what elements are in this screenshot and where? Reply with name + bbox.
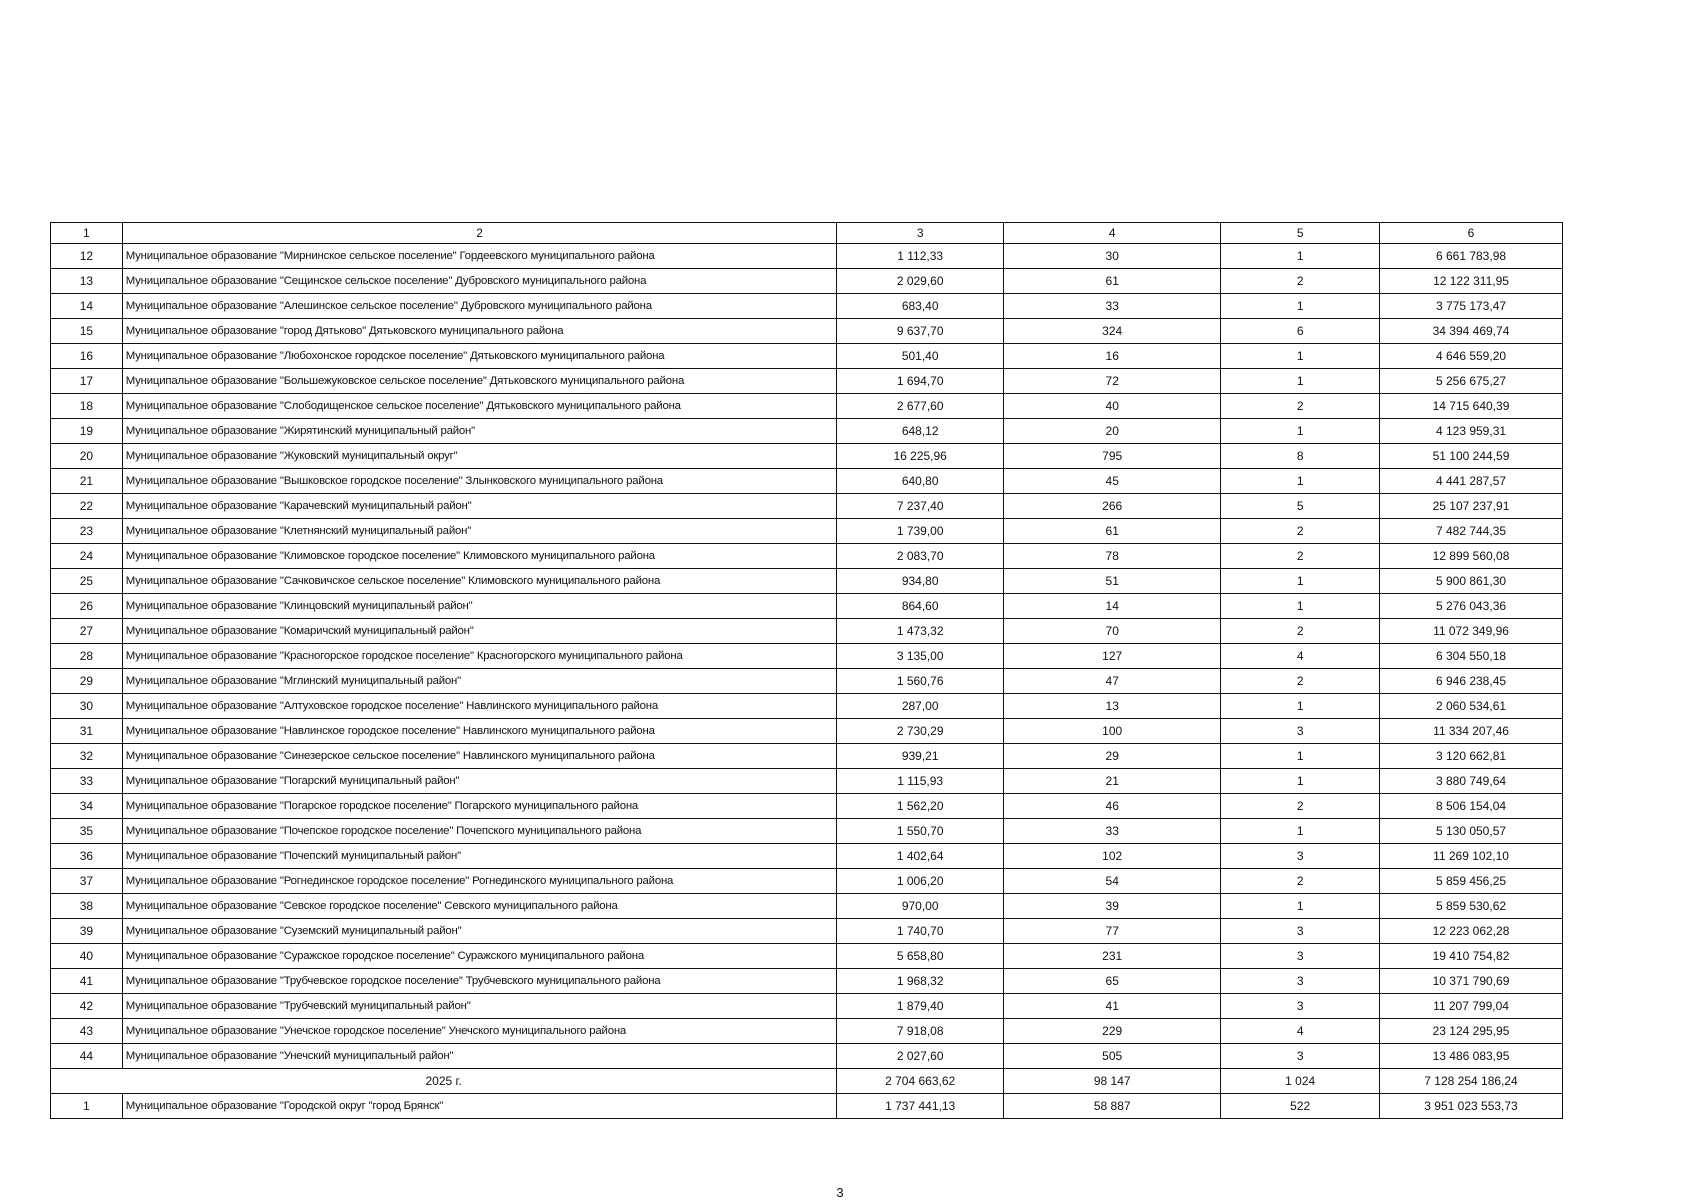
municipality-name: Муниципальное образование "Сачковичское сельское поселение" Климовского муниципального района xyxy=(122,569,837,594)
value-col-5: 3 xyxy=(1221,994,1380,1019)
municipality-name: Муниципальное образование "Унечский муниципальный район" xyxy=(122,1044,837,1069)
row-number: 41 xyxy=(51,969,123,994)
municipality-name: Муниципальное образование "Мирнинское сельское поселение" Гордеевского муниципального района xyxy=(122,244,837,269)
value-col-5: 2 xyxy=(1221,869,1380,894)
value-col-5: 1 xyxy=(1221,694,1380,719)
value-col-6: 5 900 861,30 xyxy=(1380,569,1563,594)
value-col-6: 3 120 662,81 xyxy=(1380,744,1563,769)
value-col-6: 11 072 349,96 xyxy=(1380,619,1563,644)
value-col-6: 5 130 050,57 xyxy=(1380,819,1563,844)
value-col-6: 4 646 559,20 xyxy=(1380,344,1563,369)
value-col-3: 1 694,70 xyxy=(837,369,1004,394)
row-number: 32 xyxy=(51,744,123,769)
row-number: 29 xyxy=(51,669,123,694)
municipality-name: Муниципальное образование "Клетнянский муниципальный район" xyxy=(122,519,837,544)
value-col-5: 1 xyxy=(1221,894,1380,919)
value-col-6: 5 276 043,36 xyxy=(1380,594,1563,619)
municipality-name: Муниципальное образование "Мглинский муниципальный район" xyxy=(122,669,837,694)
value-col-6: 34 394 469,74 xyxy=(1380,319,1563,344)
row-number: 35 xyxy=(51,819,123,844)
table-row xyxy=(51,1019,1563,1044)
value-col-6: 6 946 238,45 xyxy=(1380,669,1563,694)
value-col-4: 33 xyxy=(1004,294,1221,319)
municipality-name: Муниципальное образование "Вышковское городское поселение" Злынковского муниципального района xyxy=(122,469,837,494)
municipality-name: Муниципальное образование "Красногорское городское поселение" Красногорского муниципального района xyxy=(122,644,837,669)
row-number: 42 xyxy=(51,994,123,1019)
table-row xyxy=(51,519,1563,544)
total-label: 2025 г. xyxy=(51,1069,837,1094)
municipality-name: Муниципальное образование "Большежуковское сельское поселение" Дятьковского муниципального района xyxy=(122,369,837,394)
row-number: 26 xyxy=(51,594,123,619)
value-col-5: 1 xyxy=(1221,594,1380,619)
table-row xyxy=(51,769,1563,794)
row-number: 40 xyxy=(51,944,123,969)
table-row xyxy=(51,544,1563,569)
value-col-3: 16 225,96 xyxy=(837,444,1004,469)
value-col-5: 1 xyxy=(1221,469,1380,494)
municipality-name: Муниципальное образование "Трубчевский муниципальный район" xyxy=(122,994,837,1019)
row-number: 18 xyxy=(51,394,123,419)
value-col-4: 41 xyxy=(1004,994,1221,1019)
value-col-4: 45 xyxy=(1004,469,1221,494)
value-col-3: 9 637,70 xyxy=(837,319,1004,344)
value-col-4: 127 xyxy=(1004,644,1221,669)
value-col-6: 19 410 754,82 xyxy=(1380,944,1563,969)
value-col-6: 8 506 154,04 xyxy=(1380,794,1563,819)
value-col-4: 20 xyxy=(1004,419,1221,444)
municipality-name: Муниципальное образование "Почепское городское поселение" Почепского муниципального района xyxy=(122,819,837,844)
value-col-3: 934,80 xyxy=(837,569,1004,594)
table-row xyxy=(51,869,1563,894)
row-number: 20 xyxy=(51,444,123,469)
row-number: 12 xyxy=(51,244,123,269)
value-col-5: 1 xyxy=(1221,244,1380,269)
value-col-6: 23 124 295,95 xyxy=(1380,1019,1563,1044)
value-col-6: 11 207 799,04 xyxy=(1380,994,1563,1019)
value-col-3: 1 550,70 xyxy=(837,819,1004,844)
municipality-name: Муниципальное образование "Трубчевское городское поселение" Трубчевского муниципального района xyxy=(122,969,837,994)
value-col-6: 51 100 244,59 xyxy=(1380,444,1563,469)
value-col-4: 70 xyxy=(1004,619,1221,644)
value-col-5: 2 xyxy=(1221,794,1380,819)
value-col-3: 1 968,32 xyxy=(837,969,1004,994)
value-col-5: 2 xyxy=(1221,669,1380,694)
row-number: 25 xyxy=(51,569,123,594)
value-col-4: 65 xyxy=(1004,969,1221,994)
value-col-3: 1 740,70 xyxy=(837,919,1004,944)
municipality-name: Муниципальное образование "Комаричский муниципальный район" xyxy=(122,619,837,644)
value-col-3: 640,80 xyxy=(837,469,1004,494)
municipality-name: Муниципальное образование "Погарское городское поселение" Погарского муниципального района xyxy=(122,794,837,819)
value-col-6: 3 880 749,64 xyxy=(1380,769,1563,794)
value-col-4: 266 xyxy=(1004,494,1221,519)
table-row xyxy=(51,794,1563,819)
municipality-name: Муниципальное образование "Погарский муниципальный район" xyxy=(122,769,837,794)
value-col-3: 2 083,70 xyxy=(837,544,1004,569)
value-col-5: 2 xyxy=(1221,394,1380,419)
table-body xyxy=(51,223,1563,1119)
municipality-name: Муниципальное образование "Клинцовский муниципальный район" xyxy=(122,594,837,619)
table-row xyxy=(51,919,1563,944)
municipality-name: Муниципальное образование "Навлинское городское поселение" Навлинского муниципального района xyxy=(122,719,837,744)
value-col-4: 58 887 xyxy=(1004,1094,1221,1119)
value-col-3: 5 658,80 xyxy=(837,944,1004,969)
value-col-6: 5 859 456,25 xyxy=(1380,869,1563,894)
table-row xyxy=(51,494,1563,519)
value-col-3: 1 112,33 xyxy=(837,244,1004,269)
value-col-4: 229 xyxy=(1004,1019,1221,1044)
table-row xyxy=(51,569,1563,594)
value-col-5: 1 xyxy=(1221,419,1380,444)
value-col-6: 6 661 783,98 xyxy=(1380,244,1563,269)
table-row xyxy=(51,719,1563,744)
value-col-4: 231 xyxy=(1004,944,1221,969)
value-col-5: 3 xyxy=(1221,944,1380,969)
data-table xyxy=(50,222,1563,1119)
value-col-4: 47 xyxy=(1004,669,1221,694)
value-col-3: 287,00 xyxy=(837,694,1004,719)
value-col-4: 77 xyxy=(1004,919,1221,944)
row-number: 43 xyxy=(51,1019,123,1044)
table-row xyxy=(51,744,1563,769)
table-row xyxy=(51,969,1563,994)
value-col-4: 795 xyxy=(1004,444,1221,469)
value-col-6: 13 486 083,95 xyxy=(1380,1044,1563,1069)
row-number: 33 xyxy=(51,769,123,794)
value-col-5: 4 xyxy=(1221,644,1380,669)
row-number: 27 xyxy=(51,619,123,644)
value-col-6: 5 859 530,62 xyxy=(1380,894,1563,919)
value-col-3: 7 918,08 xyxy=(837,1019,1004,1044)
value-col-4: 39 xyxy=(1004,894,1221,919)
value-col-3: 1 562,20 xyxy=(837,794,1004,819)
total-col-3: 2 704 663,62 xyxy=(837,1069,1004,1094)
row-number: 44 xyxy=(51,1044,123,1069)
value-col-3: 1 402,64 xyxy=(837,844,1004,869)
value-col-4: 16 xyxy=(1004,344,1221,369)
value-col-5: 522 xyxy=(1221,1094,1380,1119)
municipality-name: Муниципальное образование "Городской округ "город Брянск" xyxy=(122,1094,837,1119)
value-col-5: 1 xyxy=(1221,369,1380,394)
table-row xyxy=(51,819,1563,844)
value-col-6: 3 951 023 553,73 xyxy=(1380,1094,1563,1119)
municipality-name: Муниципальное образование "Климовское городское поселение" Климовского муниципального района xyxy=(122,544,837,569)
row-number: 17 xyxy=(51,369,123,394)
column-number-3: 3 xyxy=(837,223,1004,244)
value-col-5: 1 xyxy=(1221,744,1380,769)
value-col-6: 3 775 173,47 xyxy=(1380,294,1563,319)
value-col-4: 324 xyxy=(1004,319,1221,344)
value-col-3: 501,40 xyxy=(837,344,1004,369)
value-col-5: 1 xyxy=(1221,769,1380,794)
value-col-5: 3 xyxy=(1221,919,1380,944)
total-row xyxy=(51,1069,1563,1094)
municipality-name: Муниципальное образование "Любохонское городское поселение" Дятьковского муниципального района xyxy=(122,344,837,369)
value-col-6: 25 107 237,91 xyxy=(1380,494,1563,519)
value-col-6: 6 304 550,18 xyxy=(1380,644,1563,669)
value-col-4: 51 xyxy=(1004,569,1221,594)
total-col-4: 98 147 xyxy=(1004,1069,1221,1094)
row-number: 38 xyxy=(51,894,123,919)
value-col-4: 102 xyxy=(1004,844,1221,869)
municipality-name: Муниципальное образование "Сещинское сельское поселение" Дубровского муниципального района xyxy=(122,269,837,294)
value-col-5: 1 xyxy=(1221,819,1380,844)
value-col-3: 7 237,40 xyxy=(837,494,1004,519)
municipality-name: Муниципальное образование "Рогнединское городское поселение" Рогнединского муниципального района xyxy=(122,869,837,894)
value-col-5: 3 xyxy=(1221,844,1380,869)
column-number-row xyxy=(51,223,1563,244)
value-col-3: 864,60 xyxy=(837,594,1004,619)
table-row xyxy=(51,319,1563,344)
value-col-4: 100 xyxy=(1004,719,1221,744)
value-col-6: 7 482 744,35 xyxy=(1380,519,1563,544)
value-col-6: 2 060 534,61 xyxy=(1380,694,1563,719)
value-col-4: 29 xyxy=(1004,744,1221,769)
value-col-4: 13 xyxy=(1004,694,1221,719)
value-col-5: 6 xyxy=(1221,319,1380,344)
value-col-5: 2 xyxy=(1221,519,1380,544)
value-col-5: 1 xyxy=(1221,569,1380,594)
row-number: 23 xyxy=(51,519,123,544)
value-col-3: 648,12 xyxy=(837,419,1004,444)
column-number-2: 2 xyxy=(122,223,837,244)
value-col-3: 1 473,32 xyxy=(837,619,1004,644)
municipality-name: Муниципальное образование "город Дятьково" Дятьковского муниципального района xyxy=(122,319,837,344)
table-row xyxy=(51,1044,1563,1069)
municipality-name: Муниципальное образование "Слободищенское сельское поселение" Дятьковского муниципального района xyxy=(122,394,837,419)
table-row xyxy=(51,344,1563,369)
value-col-3: 1 739,00 xyxy=(837,519,1004,544)
table-row xyxy=(51,1094,1563,1119)
value-col-4: 505 xyxy=(1004,1044,1221,1069)
row-number: 39 xyxy=(51,919,123,944)
column-number-4: 4 xyxy=(1004,223,1221,244)
municipality-name: Муниципальное образование "Севское городское поселение" Севского муниципального района xyxy=(122,894,837,919)
municipality-name: Муниципальное образование "Синезерское сельское поселение" Навлинского муниципального района xyxy=(122,744,837,769)
table-row xyxy=(51,369,1563,394)
value-col-4: 61 xyxy=(1004,269,1221,294)
row-number: 24 xyxy=(51,544,123,569)
value-col-3: 1 006,20 xyxy=(837,869,1004,894)
value-col-6: 5 256 675,27 xyxy=(1380,369,1563,394)
table-row xyxy=(51,444,1563,469)
municipality-name: Муниципальное образование "Суземский муниципальный район" xyxy=(122,919,837,944)
value-col-4: 21 xyxy=(1004,769,1221,794)
value-col-6: 12 122 311,95 xyxy=(1380,269,1563,294)
value-col-4: 40 xyxy=(1004,394,1221,419)
table-row xyxy=(51,694,1563,719)
column-number-1: 1 xyxy=(51,223,123,244)
row-number: 28 xyxy=(51,644,123,669)
value-col-4: 61 xyxy=(1004,519,1221,544)
municipality-name: Муниципальное образование "Жуковский муниципальный округ" xyxy=(122,444,837,469)
value-col-5: 3 xyxy=(1221,719,1380,744)
value-col-6: 10 371 790,69 xyxy=(1380,969,1563,994)
value-col-3: 1 879,40 xyxy=(837,994,1004,1019)
table-row xyxy=(51,844,1563,869)
table-row xyxy=(51,469,1563,494)
table-row xyxy=(51,944,1563,969)
row-number: 31 xyxy=(51,719,123,744)
municipality-name: Муниципальное образование "Суражское городское поселение" Суражского муниципального района xyxy=(122,944,837,969)
value-col-3: 970,00 xyxy=(837,894,1004,919)
row-number: 16 xyxy=(51,344,123,369)
column-number-6: 6 xyxy=(1380,223,1563,244)
value-col-5: 2 xyxy=(1221,619,1380,644)
value-col-3: 1 115,93 xyxy=(837,769,1004,794)
row-number: 13 xyxy=(51,269,123,294)
value-col-3: 683,40 xyxy=(837,294,1004,319)
value-col-4: 78 xyxy=(1004,544,1221,569)
total-col-6: 7 128 254 186,24 xyxy=(1380,1069,1563,1094)
row-number: 15 xyxy=(51,319,123,344)
value-col-6: 4 123 959,31 xyxy=(1380,419,1563,444)
municipality-name: Муниципальное образование "Карачевский муниципальный район" xyxy=(122,494,837,519)
table-row xyxy=(51,594,1563,619)
value-col-5: 3 xyxy=(1221,969,1380,994)
column-number-5: 5 xyxy=(1221,223,1380,244)
table-row xyxy=(51,669,1563,694)
value-col-3: 939,21 xyxy=(837,744,1004,769)
value-col-4: 46 xyxy=(1004,794,1221,819)
value-col-3: 2 677,60 xyxy=(837,394,1004,419)
table-row xyxy=(51,294,1563,319)
row-number: 21 xyxy=(51,469,123,494)
table-row xyxy=(51,244,1563,269)
municipality-name: Муниципальное образование "Алешинское сельское поселение" Дубровского муниципального района xyxy=(122,294,837,319)
value-col-5: 1 xyxy=(1221,344,1380,369)
value-col-3: 2 029,60 xyxy=(837,269,1004,294)
municipality-name: Муниципальное образование "Жирятинский муниципальный район" xyxy=(122,419,837,444)
value-col-4: 72 xyxy=(1004,369,1221,394)
table-row xyxy=(51,619,1563,644)
table-row xyxy=(51,994,1563,1019)
value-col-3: 2 027,60 xyxy=(837,1044,1004,1069)
value-col-3: 3 135,00 xyxy=(837,644,1004,669)
value-col-3: 1 560,76 xyxy=(837,669,1004,694)
row-number: 14 xyxy=(51,294,123,319)
value-col-4: 30 xyxy=(1004,244,1221,269)
row-number: 19 xyxy=(51,419,123,444)
page-number: 3 xyxy=(836,1185,844,1200)
value-col-6: 12 899 560,08 xyxy=(1380,544,1563,569)
row-number: 30 xyxy=(51,694,123,719)
table-row xyxy=(51,269,1563,294)
value-col-6: 11 334 207,46 xyxy=(1380,719,1563,744)
value-col-5: 4 xyxy=(1221,1019,1380,1044)
value-col-5: 2 xyxy=(1221,544,1380,569)
municipality-name: Муниципальное образование "Почепский муниципальный район" xyxy=(122,844,837,869)
row-number: 1 xyxy=(51,1094,123,1119)
value-col-3: 1 737 441,13 xyxy=(837,1094,1004,1119)
value-col-6: 11 269 102,10 xyxy=(1380,844,1563,869)
value-col-5: 3 xyxy=(1221,1044,1380,1069)
value-col-4: 14 xyxy=(1004,594,1221,619)
row-number: 34 xyxy=(51,794,123,819)
table-row xyxy=(51,644,1563,669)
value-col-5: 5 xyxy=(1221,494,1380,519)
row-number: 22 xyxy=(51,494,123,519)
table-row xyxy=(51,394,1563,419)
value-col-5: 2 xyxy=(1221,269,1380,294)
value-col-4: 54 xyxy=(1004,869,1221,894)
table-row xyxy=(51,419,1563,444)
value-col-3: 2 730,29 xyxy=(837,719,1004,744)
value-col-5: 8 xyxy=(1221,444,1380,469)
value-col-5: 1 xyxy=(1221,294,1380,319)
total-col-5: 1 024 xyxy=(1221,1069,1380,1094)
row-number: 36 xyxy=(51,844,123,869)
value-col-6: 12 223 062,28 xyxy=(1380,919,1563,944)
value-col-6: 4 441 287,57 xyxy=(1380,469,1563,494)
municipality-name: Муниципальное образование "Алтуховское городское поселение" Навлинского муниципального района xyxy=(122,694,837,719)
value-col-6: 14 715 640,39 xyxy=(1380,394,1563,419)
municipality-name: Муниципальное образование "Унечское городское поселение" Унечского муниципального района xyxy=(122,1019,837,1044)
value-col-4: 33 xyxy=(1004,819,1221,844)
table-row xyxy=(51,894,1563,919)
row-number: 37 xyxy=(51,869,123,894)
